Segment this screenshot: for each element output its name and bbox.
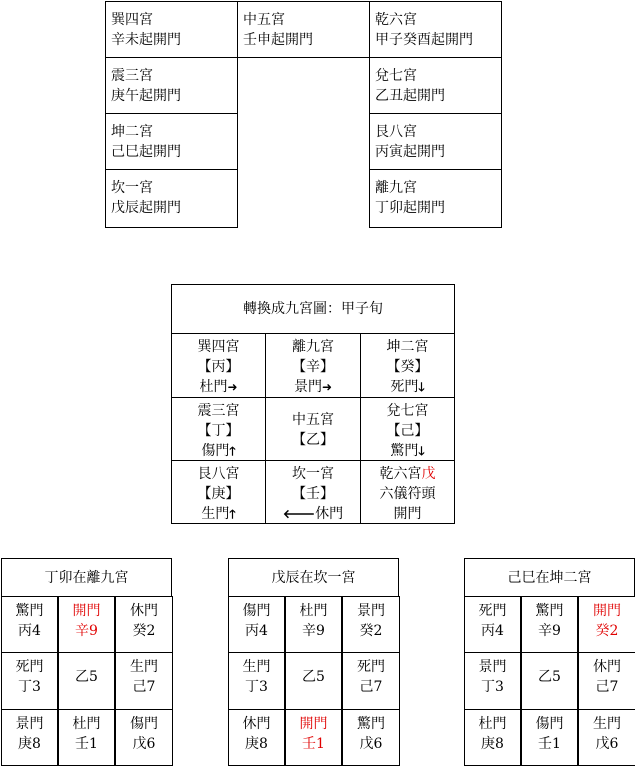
- door-grid-cell: [228, 652, 285, 710]
- door-grid-cell: [464, 709, 521, 766]
- door-grid-cell: [1, 596, 58, 653]
- palace-name: 艮八宮: [375, 124, 417, 140]
- palace-door: 生門🡑: [201, 506, 236, 522]
- grid-cell: [171, 333, 266, 398]
- door-name: 死門: [478, 603, 507, 619]
- stem-number: 己7: [595, 679, 619, 695]
- door-grid-title-box: [464, 558, 635, 597]
- stem-number: 丙4: [481, 623, 504, 639]
- grid-cell: [265, 397, 361, 461]
- palace-name: 乾六宮戊: [379, 466, 436, 482]
- stem-number: 己7: [132, 679, 156, 695]
- direction-arrow-icon: 🡐: [282, 507, 316, 521]
- stem-number: 壬1: [302, 736, 325, 752]
- palace-stem: 【癸】: [386, 359, 429, 375]
- stem-number: 丁3: [18, 679, 41, 695]
- door-grid-title: 戊辰在坎一宮: [271, 570, 356, 586]
- direction-arrow-icon: 🡑: [229, 444, 236, 458]
- door-name: 生門: [130, 659, 158, 675]
- stem-number: 乙5: [538, 669, 561, 685]
- stem-number: 己7: [359, 679, 383, 695]
- stem-number: 戊6: [359, 736, 383, 752]
- palace-stem: 六儀符頭: [379, 486, 436, 502]
- stem-number: 辛9: [302, 623, 325, 639]
- door-grid-cell: [342, 652, 400, 710]
- palace-name: 坤二宮: [386, 339, 429, 355]
- table-cell-li9: [369, 169, 502, 228]
- grid-cell: [265, 460, 361, 524]
- door-name: 傷門: [535, 716, 564, 732]
- stem-number: 乙5: [75, 669, 98, 685]
- door-grid-cell: [285, 709, 342, 766]
- door-grid-cell: [285, 596, 342, 653]
- palace-name: 離九宮: [292, 339, 334, 355]
- table-cell-dui7: [369, 57, 502, 114]
- door-grid-cell: [285, 652, 342, 710]
- door-name: 傷門: [130, 716, 158, 732]
- palace-rule: 甲子癸酉起開門: [375, 32, 473, 48]
- table-cell-gen8: [369, 113, 502, 170]
- grid-cell: [360, 460, 455, 524]
- grid-cell: [171, 397, 266, 461]
- palace-stem: 【庚】: [197, 486, 240, 502]
- door-grid-title-box: [228, 558, 399, 597]
- palace-door: 🡐休門: [282, 506, 344, 522]
- direction-arrow-icon: ➜: [227, 380, 238, 394]
- palace-door: 杜門➜: [199, 379, 238, 395]
- door-name: 驚門: [535, 603, 564, 619]
- door-grid-cell: [115, 652, 173, 710]
- door-grid-cell: [521, 652, 578, 710]
- door-name: 休門: [130, 603, 158, 619]
- palace-name: 中五宮: [292, 412, 334, 428]
- stem-number: 辛9: [75, 623, 98, 639]
- palace-rule: 丁卯起開門: [375, 200, 445, 216]
- palace-stem: 【辛】: [292, 359, 334, 375]
- palace-door: 驚門🡓: [390, 443, 425, 459]
- palace-stem: 【丁】: [197, 423, 240, 439]
- palace-name: 乾六宮: [375, 12, 417, 28]
- door-name: 生門: [593, 716, 621, 732]
- palace-name: 艮八宮: [197, 466, 240, 482]
- door-grid-cell: [228, 596, 285, 653]
- palace-door: 開門: [393, 506, 422, 522]
- door-name: 杜門: [478, 716, 507, 732]
- stem-number: 丙4: [245, 623, 268, 639]
- table-cell-zhong5: [237, 1, 370, 58]
- palace-door: 景門➜: [293, 379, 333, 395]
- palace-rule: 己巳起開門: [111, 144, 181, 160]
- palace-name: 震三宮: [197, 403, 240, 419]
- direction-arrow-icon: ➜: [321, 380, 333, 394]
- door-grid-cell: [58, 709, 115, 766]
- door-grid-title: 己巳在坤二宮: [507, 570, 592, 586]
- door-grid-cell: [464, 652, 521, 710]
- table-cell-zhen3: [105, 57, 238, 114]
- direction-arrow-icon: 🡑: [229, 507, 236, 521]
- palace-name: 震三宮: [111, 68, 153, 84]
- door-grid-cell: [115, 596, 173, 653]
- stem-number: 癸2: [595, 623, 619, 639]
- palace-name: 兌七宮: [386, 403, 429, 419]
- door-grid-cell: [58, 652, 115, 710]
- stem-number: 丁3: [481, 679, 504, 695]
- door-grid-cell: [578, 709, 635, 766]
- stem-number: 戊6: [132, 736, 156, 752]
- table-cell-kan1: [105, 169, 238, 228]
- stem-number: 壬1: [75, 736, 98, 752]
- door-name: 杜門: [299, 603, 328, 619]
- palace-door: 傷門🡑: [201, 443, 236, 459]
- table-cell-qian6: [369, 1, 502, 58]
- door-grid-cell: [228, 709, 285, 766]
- direction-arrow-icon: 🡓: [418, 380, 425, 394]
- stem-number: 癸2: [359, 623, 383, 639]
- jia-head-stem: 戊: [421, 466, 436, 482]
- palace-rule: 庚午起開門: [111, 88, 181, 104]
- door-name: 傷門: [242, 603, 271, 619]
- stem-number: 庚8: [18, 736, 41, 752]
- door-grid-cell: [521, 709, 578, 766]
- door-name: 驚門: [357, 716, 385, 732]
- door-name: 開門: [72, 603, 101, 619]
- table-cell-kun2: [105, 113, 238, 170]
- door-name: 開門: [299, 716, 328, 732]
- door-grid-cell: [578, 652, 635, 710]
- palace-name: 離九宮: [375, 180, 417, 196]
- direction-arrow-icon: 🡓: [418, 444, 425, 458]
- palace-name: 兌七宮: [375, 68, 417, 84]
- stem-number: 丁3: [245, 679, 268, 695]
- palace-rule: 辛未起開門: [111, 32, 181, 48]
- door-name: 景門: [357, 603, 385, 619]
- door-name: 景門: [15, 716, 44, 732]
- door-grid-cell: [1, 652, 58, 710]
- stem-number: 癸2: [132, 623, 156, 639]
- grid-title-box: [171, 284, 455, 334]
- stem-number: 戊6: [595, 736, 619, 752]
- door-grid-title-box: [1, 558, 172, 597]
- palace-door: 死門🡓: [390, 379, 425, 395]
- door-grid-cell: [1, 709, 58, 766]
- palace-rule: 壬申起開門: [243, 32, 313, 48]
- stem-number: 庚8: [245, 736, 268, 752]
- palace-name: 坎一宮: [111, 180, 153, 196]
- door-name: 驚門: [15, 603, 44, 619]
- door-grid-cell: [521, 596, 578, 653]
- palace-stem: 【乙】: [292, 432, 334, 448]
- palace-name: 中五宮: [243, 12, 285, 28]
- door-name: 生門: [242, 659, 271, 675]
- palace-stem: 【己】: [386, 423, 429, 439]
- palace-name: 坎一宮: [292, 466, 334, 482]
- grid-title: 轉換成九宮圖：甲子旬: [243, 301, 383, 317]
- palace-rule: 乙丑起開門: [375, 88, 445, 104]
- stem-number: 壬1: [538, 736, 561, 752]
- grid-cell: [265, 333, 361, 398]
- palace-stem: 【丙】: [197, 359, 240, 375]
- palace-name: 巽四宮: [197, 339, 240, 355]
- grid-cell: [360, 397, 455, 461]
- stem-number: 辛9: [538, 623, 561, 639]
- door-grid-cell: [342, 709, 400, 766]
- door-name: 景門: [478, 659, 507, 675]
- door-name: 開門: [593, 603, 621, 619]
- door-grid-cell: [58, 596, 115, 653]
- palace-rule: 丙寅起開門: [375, 144, 445, 160]
- grid-cell: [360, 333, 455, 398]
- palace-name: 巽四宮: [111, 12, 153, 28]
- palace-rule: 戊辰起開門: [111, 200, 181, 216]
- door-grid-cell: [464, 596, 521, 653]
- table-cell-xun4: [105, 1, 238, 58]
- stem-number: 庚8: [481, 736, 504, 752]
- door-name: 休門: [593, 659, 621, 675]
- door-name: 休門: [242, 716, 271, 732]
- stem-number: 乙5: [302, 669, 325, 685]
- door-name: 死門: [15, 659, 44, 675]
- door-name: 杜門: [72, 716, 101, 732]
- stem-number: 丙4: [18, 623, 41, 639]
- door-name: 死門: [357, 659, 385, 675]
- grid-cell: [171, 460, 266, 524]
- door-grid-cell: [115, 709, 173, 766]
- door-grid-cell: [578, 596, 635, 653]
- palace-stem: 【壬】: [292, 486, 334, 502]
- door-grid-title: 丁卯在離九宮: [44, 570, 129, 586]
- door-grid-cell: [342, 596, 400, 653]
- palace-name: 坤二宮: [111, 124, 153, 140]
